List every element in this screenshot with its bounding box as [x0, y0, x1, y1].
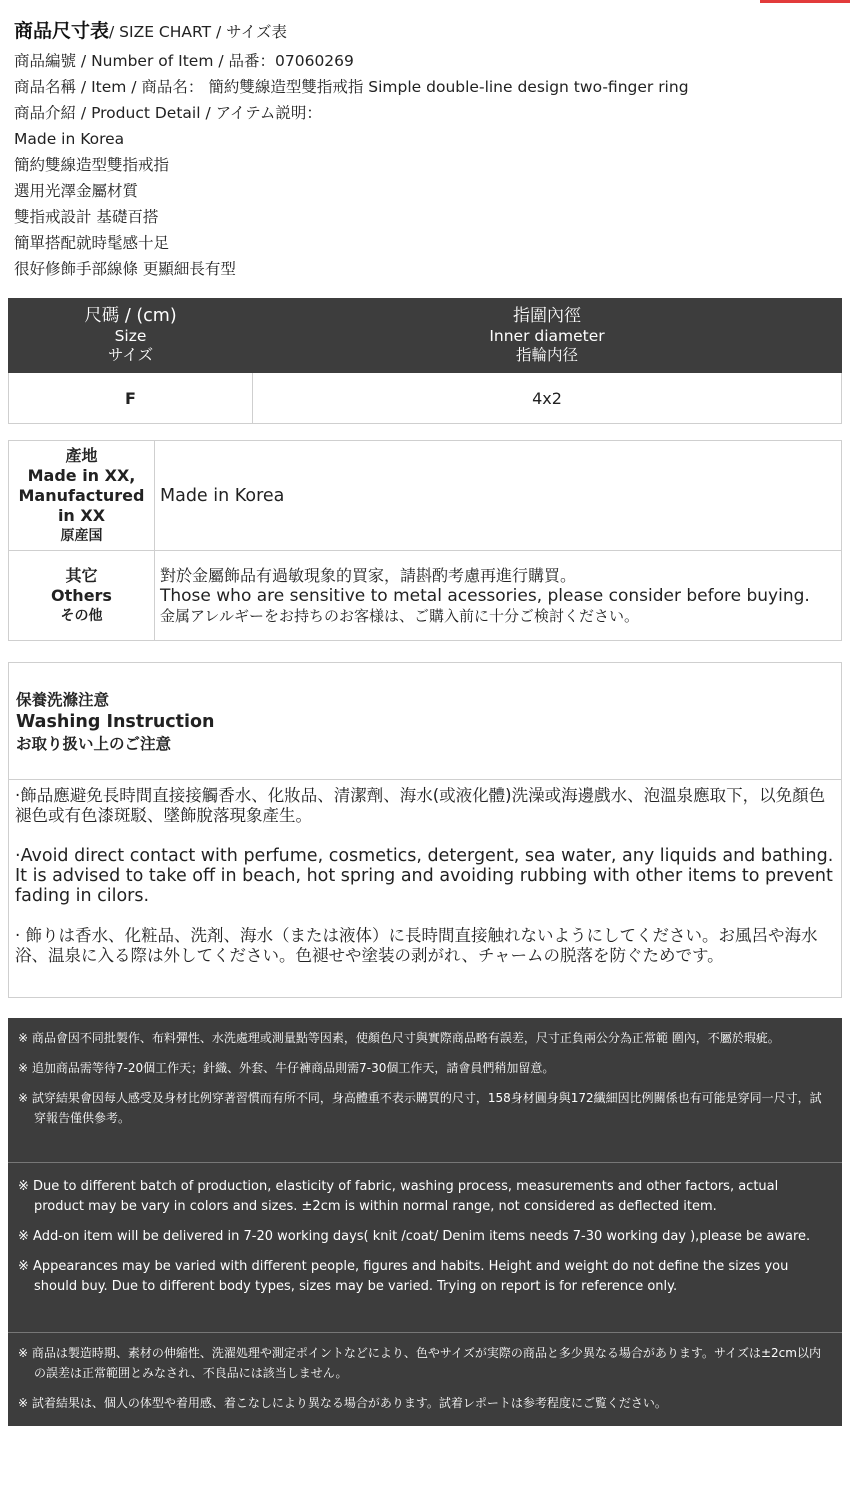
item-name: 商品名稱 / Item / 商品名： 簡約雙線造型雙指戒指 Simple double-line design two-finger ring: [14, 78, 689, 96]
origin-label-en-1: Made in XX,: [27, 465, 136, 485]
origin-label-zh: 產地: [65, 445, 98, 465]
size-cell: F: [9, 373, 253, 424]
note-item: ※ Add-on item will be delivered in 7-20 working days( knit /coat/ Denim items needs 7-30 working day ),please be aware.: [18, 1229, 811, 1244]
detail-line: 簡單搭配就時髦感十足: [14, 234, 170, 252]
inner-diameter-cell: 4x2: [253, 373, 842, 424]
origin-value: Made in Korea: [155, 441, 842, 551]
top-accent-bar: [760, 0, 850, 3]
title-sub: / SIZE CHART / サイズ表: [109, 23, 287, 41]
product-info-table: [8, 440, 842, 641]
detail-line: 選用光澤金屬材質: [14, 182, 139, 200]
origin-label: [9, 441, 155, 551]
washing-body: [9, 780, 841, 997]
note-item: ※ 試着結果は、個人の体型や着用感、着こなしにより異なる場合があります。試着レポートは参考程度にご覧ください。: [18, 1396, 667, 1410]
others-row: [9, 551, 842, 641]
notes-section-en: [8, 1162, 842, 1332]
item-number: 商品編號 / Number of Item / 品番：07060269: [14, 52, 354, 70]
notes-section-zh: [8, 1018, 842, 1162]
product-header: [14, 14, 840, 282]
others-value: [155, 551, 842, 641]
inner-diameter-column-header: [253, 299, 842, 373]
washing-heading-zh: 保養洗滌注意: [16, 691, 110, 709]
diameter-header-jp: 指輪内径: [515, 346, 578, 364]
size-chart-table: [8, 298, 842, 424]
washing-heading: [9, 663, 841, 780]
others-label: [9, 551, 155, 641]
size-header-en: Size: [114, 327, 147, 345]
note-item: ※ 商品は製造時期、素材の伸縮性、洗濯処理や測定ポイントなどにより、色やサイズが実際の商品と多少異なる場合があります。サイズは±2cm以内の誤差は正常範囲とみなされ、不良品には該当しません。: [18, 1346, 821, 1380]
origin-label-jp: 原産国: [60, 527, 103, 544]
note-item: ※ 商品會因不同批製作、布料彈性、水洗處理或測量點等因素，使顏色尺寸與實際商品略有誤差，尺寸正負兩公分為正常範 圍內，不屬於瑕疵。: [18, 1031, 780, 1045]
detail-line: 很好修飾手部線條 更顯細長有型: [14, 260, 236, 278]
origin-row: [9, 441, 842, 551]
detail-line: Made in Korea: [14, 130, 125, 148]
washing-heading-en: Washing Instruction: [16, 712, 215, 732]
product-detail-label: 商品介紹 / Product Detail / アイテム説明：: [14, 104, 322, 122]
allergy-note-en: Those who are sensitive to metal acessories, please consider before buying.: [160, 585, 810, 606]
allergy-note-jp: 金属アレルギーをお持ちのお客様は、ご購入前に十分ご検討ください。: [160, 606, 640, 625]
detail-line: 簡約雙線造型雙指戒指: [14, 156, 170, 174]
washing-text-zh: ·飾品應避免長時間直接接觸香水、化妝品、清潔劑、海水(或液化體)洗澡或海邊戲水、泡溫泉應取下，以免顏色褪色或有色漆斑駁、墜飾脫落現象產生。: [15, 786, 826, 825]
detail-line: 雙指戒設計 基礎百搭: [14, 208, 159, 226]
washing-instruction-box: [8, 662, 842, 998]
notes-panel: [8, 1018, 842, 1426]
note-item: ※ Appearances may be varied with different people, figures and habits. Height and weight do not define the sizes you should buy. Due to different body types, sizes may be varied. Trying on report is for reference only.: [18, 1259, 789, 1294]
note-item: ※ Due to different batch of production, elasticity of fabric, washing process, measurements and other factors, actual product may be vary in colors and sizes. ±2cm is within normal range, not considered as deflected item.: [18, 1179, 779, 1214]
note-item: ※ 試穿結果會因每人感受及身材比例穿著習慣而有所不同，身高體重不表示購買的尺寸，158身材圓身與172纖細因比例關係也有可能是穿同一尺寸，試穿報告僅供參考。: [18, 1091, 822, 1125]
washing-heading-jp: お取り扱い上のご注意: [16, 735, 172, 753]
others-label-jp: その他: [60, 607, 103, 624]
allergy-note-zh: 對於金屬飾品有過敏現象的買家，請斟酌考慮再進行購買。: [160, 565, 577, 585]
size-header-jp: サイズ: [107, 346, 154, 364]
others-label-zh: 其它: [65, 565, 98, 585]
size-header-zh: 尺碼 / (cm): [84, 306, 177, 326]
washing-text-en: ·Avoid direct contact with perfume, cosmetics, detergent, sea water, any liquids and bathing. It is advised to take off in beach, hot spring and avoiding rubbing with other items to prevent fading in cilors.: [15, 846, 834, 906]
size-table-header-row: [9, 299, 842, 373]
size-column-header: [9, 299, 253, 373]
title-main: 商品尺寸表: [14, 20, 110, 42]
origin-label-en-2: Manufactured: [18, 485, 145, 505]
notes-section-jp: [8, 1332, 842, 1426]
others-label-en: Others: [51, 585, 112, 605]
note-item: ※ 追加商品需等待7-20個工作天；針織、外套、牛仔褲商品則需7-30個工作天，請會員們稍加留意。: [18, 1061, 555, 1075]
diameter-header-zh: 指圍內徑: [513, 306, 581, 326]
page-title: [14, 14, 840, 48]
washing-text-jp: · 飾りは香水、化粧品、洗剤、海水（または液体）に長時間直接触れないようにしてください。お風呂や海水浴、温泉に入る際は外してください。色褪せや塗装の剥がれ、チャームの脱落を防ぐためです。: [15, 926, 818, 965]
origin-label-en-3: in XX: [57, 505, 106, 525]
diameter-header-en: Inner diameter: [489, 327, 605, 345]
table-row: [9, 373, 842, 424]
